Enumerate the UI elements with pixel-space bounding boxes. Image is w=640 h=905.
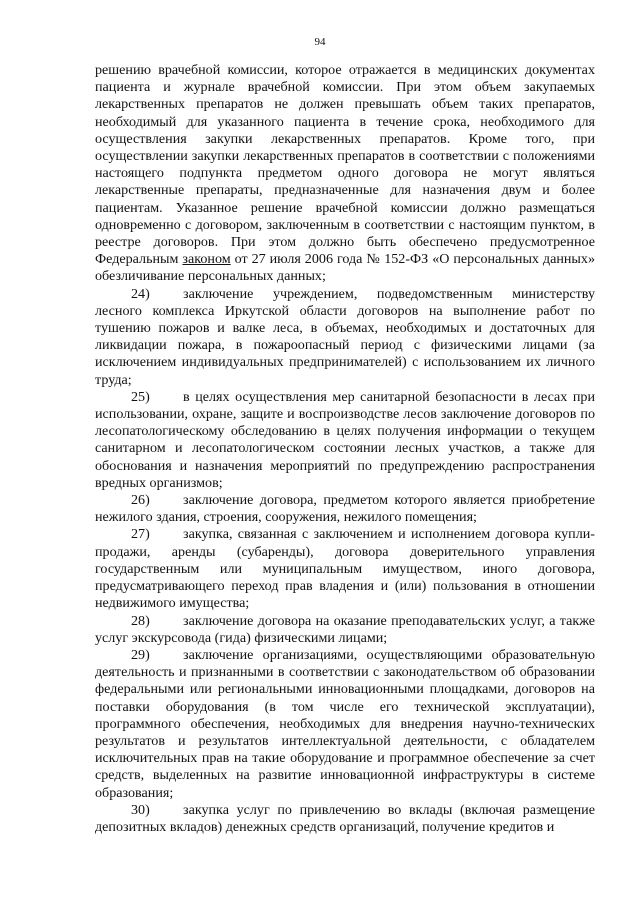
item-text: закупка, связанная с заключением и исполнением договора купли-продажи, аренды (субаренды), договора доверительного управления государственным или муниципальным имуществом, иного договора, предусматривающего переход прав владения и (или) пользования в отношении недвижимого имущества; xyxy=(95,526,595,612)
page-number: 94 xyxy=(314,36,326,48)
item-number: 24) xyxy=(131,285,150,302)
document-body xyxy=(95,62,595,836)
list-item xyxy=(95,647,595,802)
intro-paragraph xyxy=(95,62,595,286)
item-number: 26) xyxy=(131,492,150,509)
list-item xyxy=(95,492,595,526)
list-item xyxy=(95,802,595,836)
item-text: заключение учреждением, подведомственным министерству лесного комплекса Иркутской области договоров на выполнение работ по тушению пожаров и валке леса, в объемах, необходимых и достаточных для ликвидации пожара, в пожароопасный период с физическими лицами (за исключением индивидуальных предпринимателей) с использованием их личного труда; xyxy=(95,285,595,388)
item-number: 28) xyxy=(131,612,150,629)
item-number: 25) xyxy=(131,388,150,405)
intro-text-end: от 27 июля 2006 года № 152-ФЗ «О персональных данных» обезличивание персональных данных; xyxy=(95,251,595,285)
item-text: заключение договора, предметом которого является приобретение нежилого здания, строения, сооружения, нежилого помещения; xyxy=(95,492,595,526)
item-text: заключение организациями, осуществляющими образовательную деятельность и признанными в соответствии с законодательством об образовании федеральными или региональными инновационными площадками, договоров на поставки оборудования (в том числе его технической эксплуатации), программного обеспечения, необходимых для внедрения научно-технических результатов и результатов интеллектуальной деятельности, с обладателем исключительных прав на такие оборудование и программное обеспечение за счет средств, выделенных на развитие инновационной инфраструктуры в системе образования; xyxy=(95,646,595,801)
list-item xyxy=(95,389,595,492)
item-text: заключение договора на оказание преподавательских услуг, а также услуг экскурсовода (гида) физическими лицами; xyxy=(95,612,595,646)
item-text: закупка услуг по привлечению во вклады (включая размещение депозитных вкладов) денежных средств организаций, получение кредитов и xyxy=(95,801,595,835)
item-number: 29) xyxy=(131,646,150,663)
intro-text: решению врачебной комиссии, которое отражается в медицинских документах пациента и журнале врачебной комиссии. При этом объем закупаемых лекарственных препаратов не должен превышать объем таких препаратов, необходимый для указанного пациента в течение срока, необходимого для осуществления закупки лекарственных препаратов. Кроме того, при осуществлении закупки лекарственных препаратов в соответствии с положениями настоящего подпункта предметом одного договора не могут являться лекарственные препараты, предназначенные для назначения двум и более пациентам. Указанное решение врачебной комиссии должно размещаться одновременно с договором, заключенным в соответствии с настоящим пунктом, в реестре договоров. При этом должно быть обеспечено предусмотренное Федеральным xyxy=(95,62,595,268)
list-item xyxy=(95,613,595,647)
item-text: в целях осуществления мер санитарной безопасности в лесах при использовании, охране, защите и воспроизводстве лесов заключение договоров по лесопатологическому обследованию в целях получения информации о текущем санитарном и лесопатологическом состоянии лесных участков, а также для обоснования и назначения мероприятий по предупреждению распространения вредных организмов; xyxy=(95,388,595,491)
list-item xyxy=(95,286,595,389)
item-number: 30) xyxy=(131,801,150,818)
list-item xyxy=(95,526,595,612)
item-number: 27) xyxy=(131,526,150,543)
law-link[interactable]: законом xyxy=(182,251,231,268)
